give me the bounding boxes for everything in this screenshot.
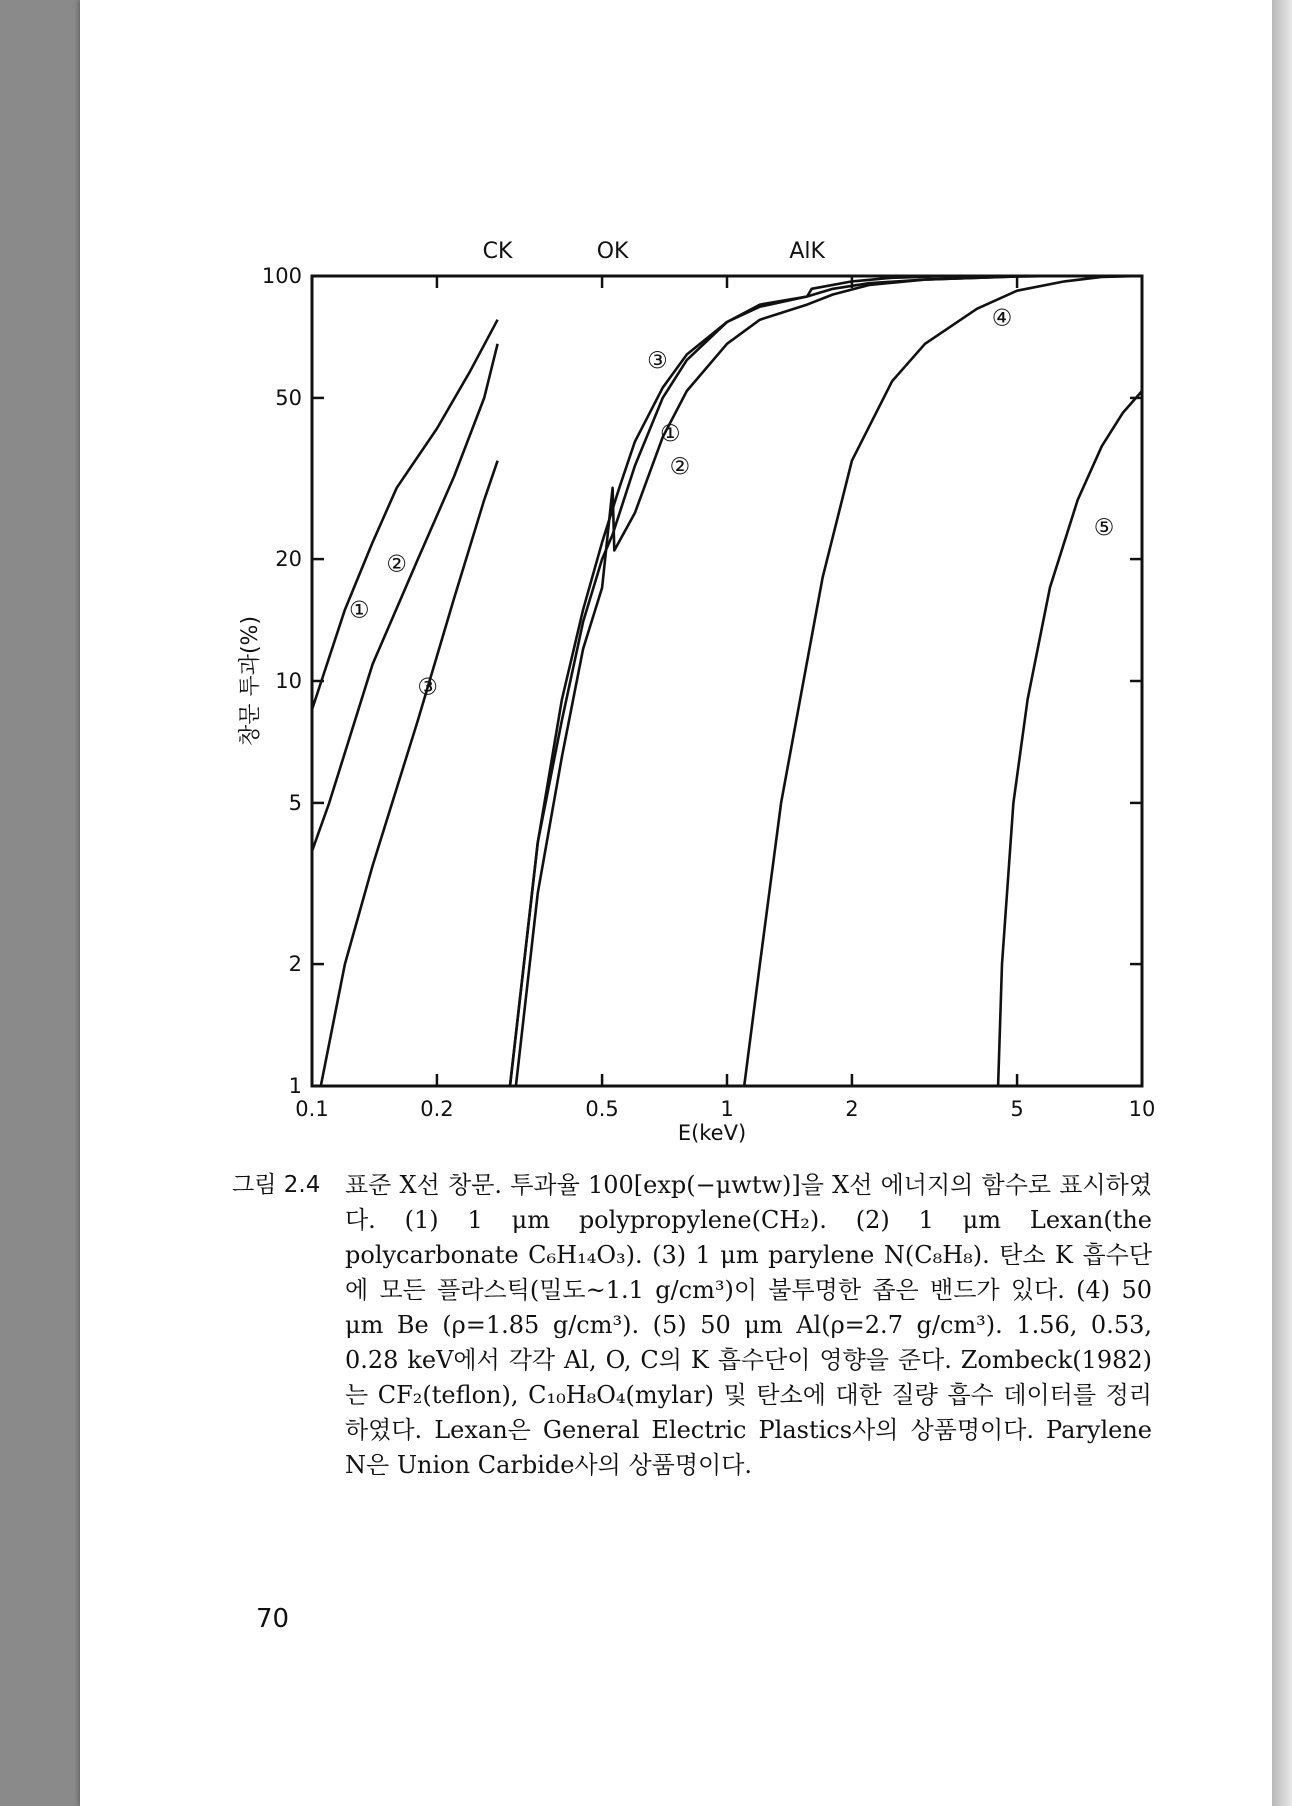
caption-text: 표준 X선 창문. 투과율 100[exp(−μwtw)]을 X선 에너지의 함수로 표시하였다. (1) 1 μm polypropylene(CH₂). (2) 1 μm Lexan(the polycarbonate C₆H₁₄O₃). (3) 1 μm parylene N(C₈H₈). 탄소 K 흡수단에 모든 플라스틱(밀도~1.1 g/cm³)이 불투명한 좁은 밴드가 있다. (4) 50 μm Be (ρ=1.85 g/cm³). (5) 50 μm Al(ρ=2.7 g/cm³). 1.56, 0.53, 0.28 keV에서 각각 Al, O, C의 K 흡수단이 영향을 준다. Zombeck(1982)는 CF₂(teflon), C₁₀H₈O₄(mylar) 및 탄소에 대한 질량 흡수 데이터를 정리하였다. Lexan은 General Electric Plastics사의 상품명이다. Parylene N은 Union Carbide사의 상품명이다. — [345, 1171, 1152, 1479]
series-label-1: ① — [659, 420, 681, 447]
y-axis-label: 창문 투과(%) — [238, 615, 263, 747]
y-tick-label: 20 — [275, 547, 302, 572]
series-layer — [312, 276, 1142, 1806]
x-tick-label: 5 — [1010, 1097, 1024, 1121]
edge-label: CK — [482, 239, 513, 264]
series-line-3 — [321, 461, 498, 1086]
series-label-4: ④ — [991, 305, 1013, 332]
series-line-1 — [312, 320, 498, 710]
y-tick-label: 5 — [288, 790, 302, 815]
series-label-2: ② — [386, 551, 408, 578]
series-line-2 — [498, 276, 1142, 1806]
x-tick-label: 2 — [845, 1097, 859, 1121]
series-line-1 — [498, 276, 1142, 1806]
series-line-5 — [998, 391, 1142, 1086]
y-tick-label: 50 — [275, 385, 302, 410]
series-line-2 — [312, 344, 498, 851]
x-tick-label: 0.5 — [585, 1097, 619, 1121]
caption-label: 그림 2.4 — [232, 1172, 321, 1198]
x-tick-label: 1 — [720, 1097, 734, 1121]
x-tick-label: 10 — [1128, 1097, 1156, 1121]
series-label-5: ⑤ — [1093, 515, 1115, 542]
series-label-1: ① — [348, 597, 370, 624]
series-line-4 — [744, 276, 1142, 1086]
series-label-2: ② — [669, 453, 691, 480]
label-layer — [262, 239, 1155, 1121]
page-number: 70 — [256, 1604, 290, 1634]
y-tick-label: 1 — [288, 1074, 302, 1098]
series-label-3: ③ — [647, 348, 668, 375]
y-tick-label: 10 — [275, 669, 302, 693]
x-tick-label: 0.1 — [295, 1097, 329, 1121]
series-line-3 — [498, 276, 1142, 1806]
x-tick-label: 0.2 — [420, 1097, 454, 1121]
edge-label: OK — [596, 239, 629, 264]
x-axis-label: E(keV) — [677, 1121, 747, 1145]
series-label-3: ③ — [417, 674, 438, 701]
figure-caption — [232, 1168, 1152, 1483]
y-tick-label: 2 — [288, 952, 302, 977]
edge-label: AlK — [789, 239, 825, 264]
y-tick-label: 100 — [261, 264, 302, 288]
